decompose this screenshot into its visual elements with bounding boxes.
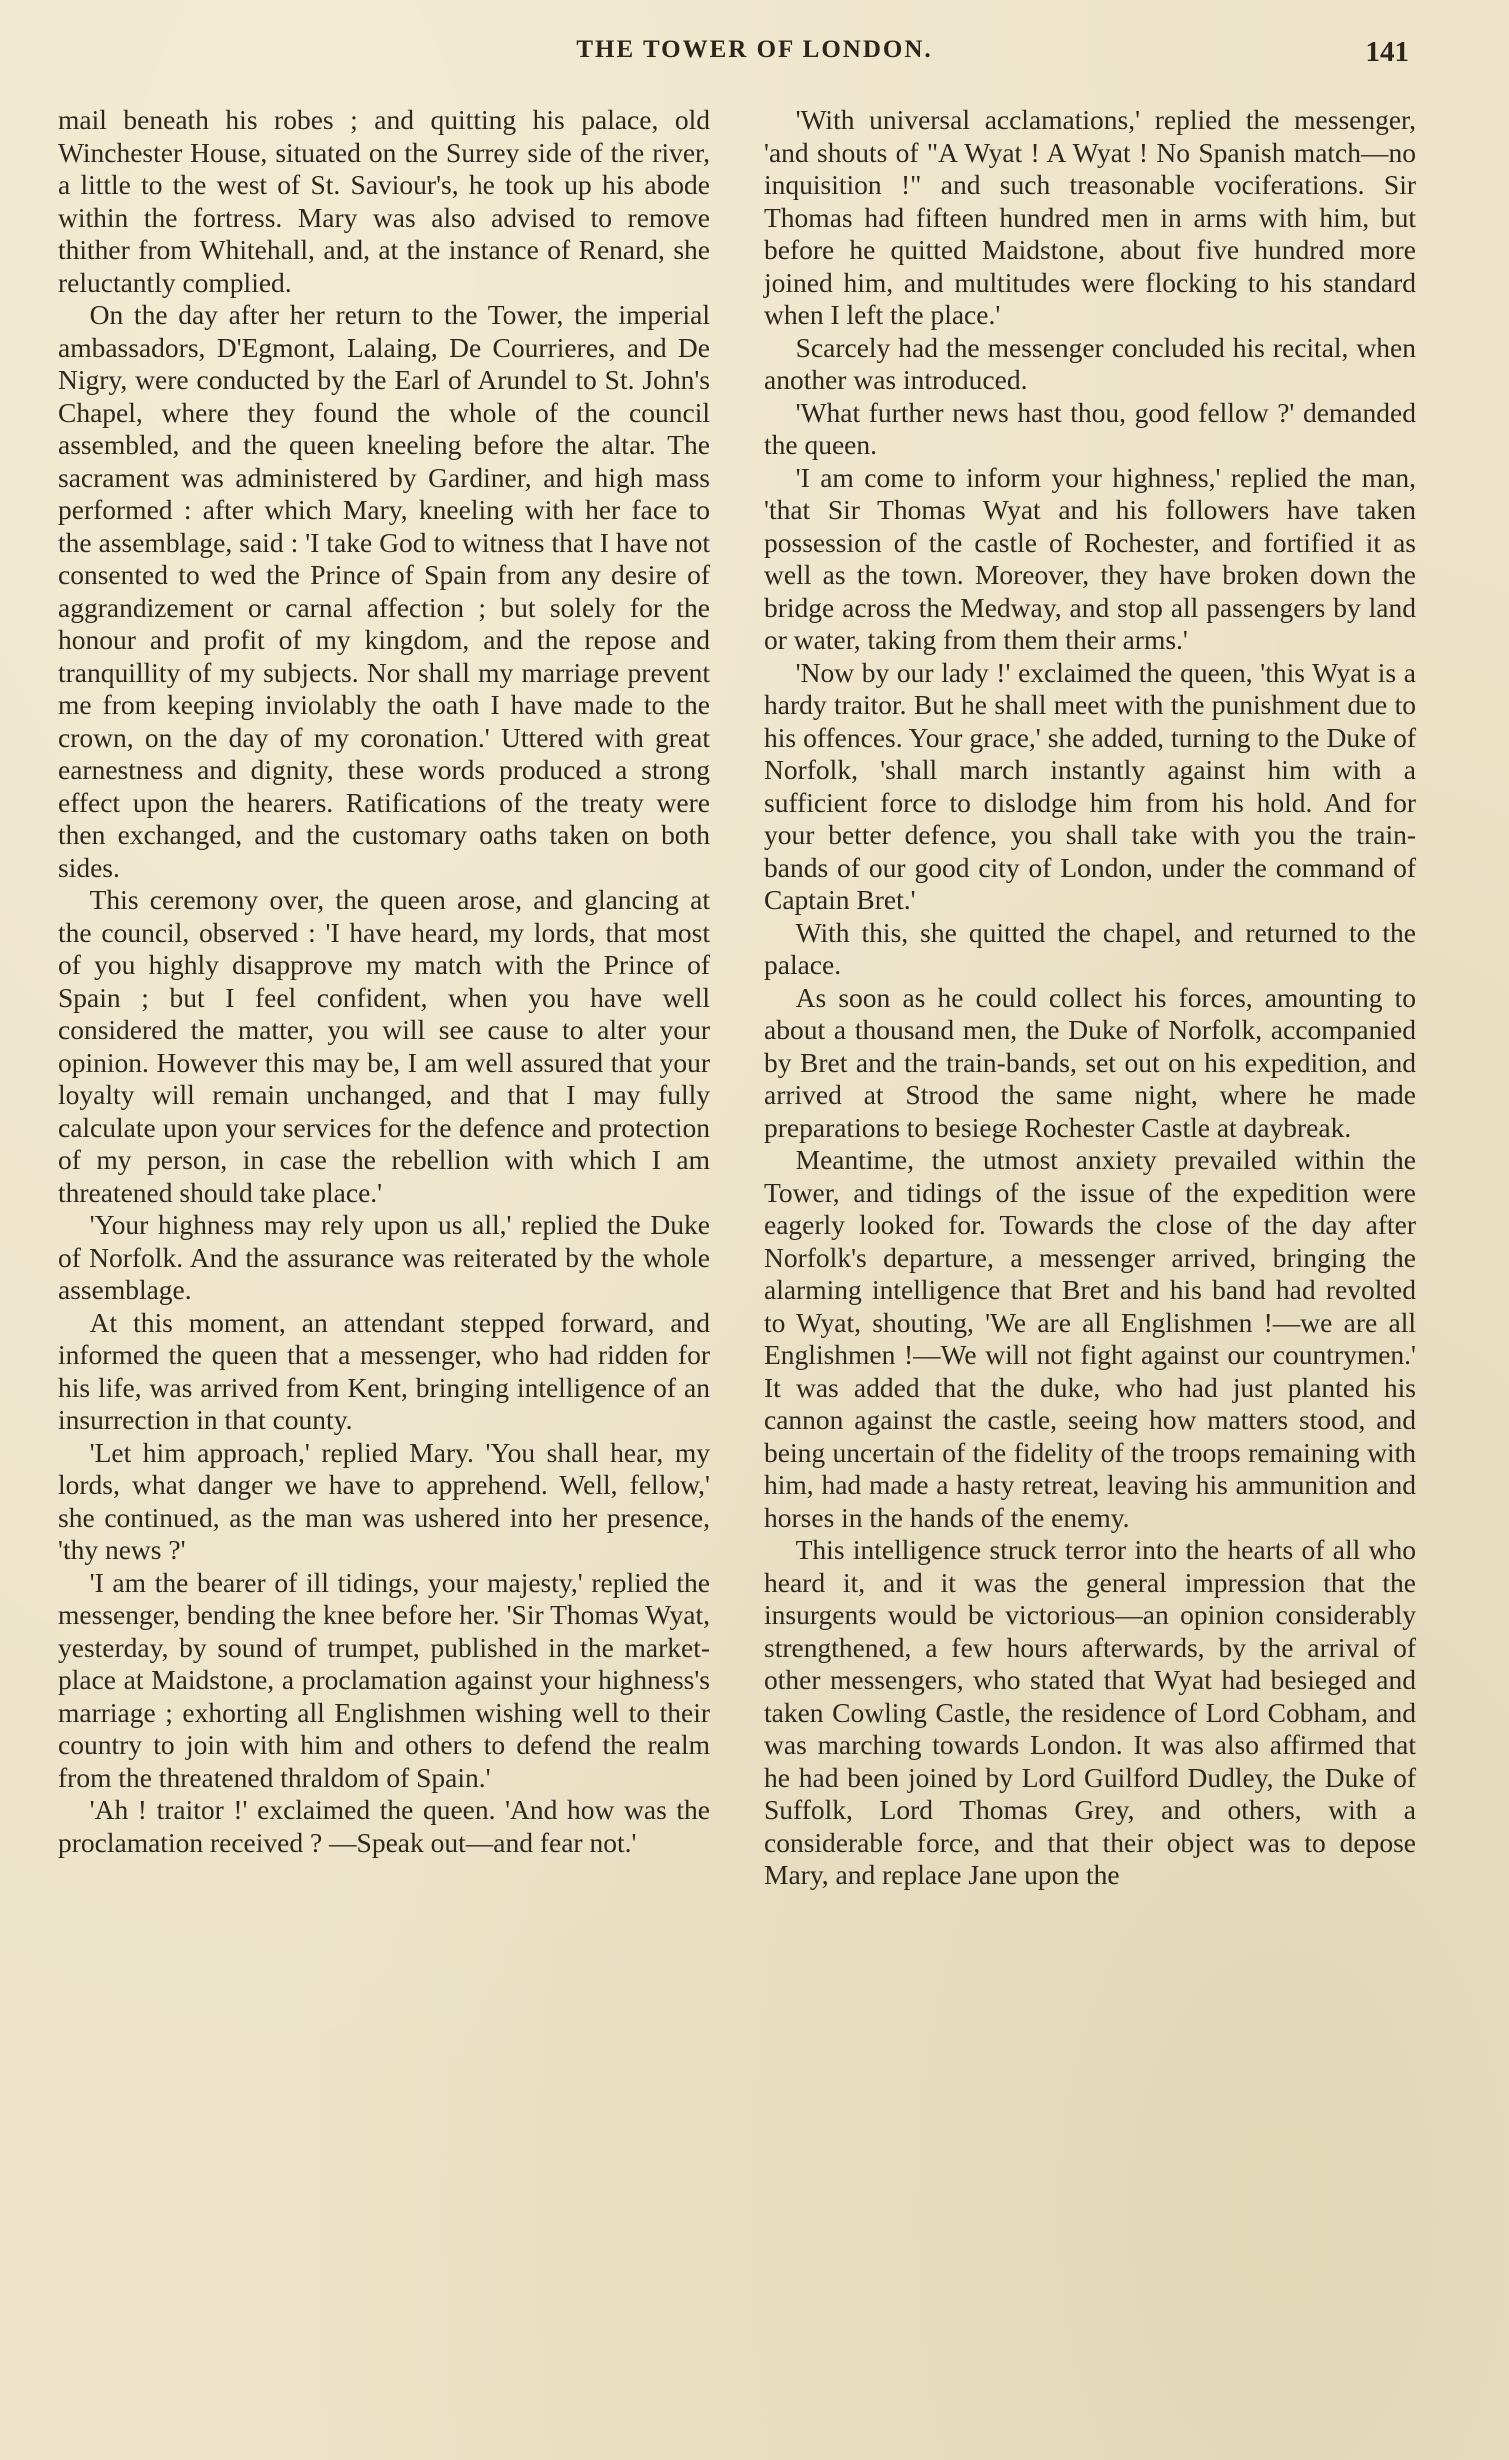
paragraph: mail beneath his robes ; and quitting his palace, old Winchester House, situated on the Surrey side of the river, a little to the west of St. Saviour's, he took up his abode within the fortress. Mary was also advised to remove thither from Whitehall, and, at the instance of Renard, she reluctantly complied. xyxy=(58,104,710,298)
paragraph: 'Ah ! traitor !' exclaimed the queen. 'And how was the proclamation received ? —Speak out—and fear not.' xyxy=(58,1794,710,1858)
paragraph: At this moment, an attendant stepped forward, and informed the queen that a messenger, who had ridden for his life, was arrived from Kent, bringing intelligence of an insurrection in that county. xyxy=(58,1306,710,1435)
page-header xyxy=(60,36,1449,76)
right-column xyxy=(764,104,1416,1892)
paragraph: 'With universal acclamations,' replied the messenger, 'and shouts of "A Wyat ! A Wyat ! No Spanish match—no inquisition !" and such treasonable vociferations. Sir Thomas had fifteen hundred men in arms with him, but before he quitted Maidstone, about five hundred more joined him, and multitudes were flocking to his standard when I left the place.' xyxy=(764,104,1416,330)
paragraph: On the day after her return to the Tower, the imperial ambassadors, D'Egmont, Lalaing, De Courrieres, and De Nigry, were conducted by the Earl of Arundel to St. John's Chapel, where they found the whole of the council assembled, and the queen kneeling before the altar. The sacrament was administered by Gardiner, and high mass performed : after which Mary, kneeling with her face to the assemblage, said : 'I take God to witness that I have not consented to wed the Prince of Spain from any desire of aggrandizement or carnal affection ; but solely for the honour and profit of my kingdom, and the repose and tranquillity of my subjects. Nor shall my marriage prevent me from keeping inviolably the oath I have made to the crown, on the day of my coronation.' Uttered with great earnestness and dignity, these words produced a strong effect upon the hearers. Ratifications of the treaty were then exchanged, and the customary oaths taken on both sides. xyxy=(58,299,710,883)
paragraph: As soon as he could collect his forces, amounting to about a thousand men, the Duke of Norfolk, accompanied by Bret and the train-bands, set out on his expedition, and arrived at Strood the same night, where he made preparations to besiege Rochester Castle at daybreak. xyxy=(764,981,1416,1143)
paragraph: With this, she quitted the chapel, and returned to the palace. xyxy=(764,916,1416,980)
paragraph: Meantime, the utmost anxiety prevailed within the Tower, and tidings of the issue of the expedition were eagerly looked for. Towards the close of the day after Norfolk's departure, a messenger arrived, bringing the alarming intelligence that Bret and his band had revolted to Wyat, shouting, 'We are all Englishmen !—we are all Englishmen !—We will not fight against our countrymen.' It was added that the duke, who had just planted his cannon against the castle, seeing how matters stood, and being uncertain of the fidelity of the troops remaining with him, had made a hasty retreat, leaving his ammunition and horses in the hands of the enemy. xyxy=(764,1144,1416,1533)
paragraph: 'Now by our lady !' exclaimed the queen, 'this Wyat is a hardy traitor. But he shall meet with the punishment due to his offences. Your grace,' she added, turning to the Duke of Norfolk, 'shall march instantly against him with a sufficient force to dislodge him from his hold. And for your better defence, you shall take with you the train-bands of our good city of London, under the command of Captain Bret.' xyxy=(764,656,1416,915)
page-number: 141 xyxy=(1365,36,1409,68)
paragraph: 'Let him approach,' replied Mary. 'You shall hear, my lords, what danger we have to apprehend. Well, fellow,' she continued, as the man was ushered into her presence, 'thy news ?' xyxy=(58,1436,710,1565)
running-title: THE TOWER OF LONDON. xyxy=(576,36,933,63)
left-column xyxy=(58,104,710,1859)
paragraph: 'I am the bearer of ill tidings, your majesty,' replied the messenger, bending the knee before her. 'Sir Thomas Wyat, yesterday, by sound of trumpet, published in the market-place at Maidstone, a proclamation against your highness's marriage ; exhorting all Englishmen wishing well to their country to join with him and others to defend the realm from the threatened thraldom of Spain.' xyxy=(58,1566,710,1793)
paragraph: 'What further news hast thou, good fellow ?' demanded the queen. xyxy=(764,396,1416,460)
paragraph: This intelligence struck terror into the hearts of all who heard it, and it was the general impression that the insurgents would be victorious—an opinion considerably strengthened, a few hours afterwards, by the arrival of other messengers, who stated that Wyat had besieged and taken Cowling Castle, the residence of Lord Cobham, and was marching towards London. It was also affirmed that he had been joined by Lord Guilford Dudley, the Duke of Suffolk, Lord Thomas Grey, and others, with a considerable force, and that their object was to depose Mary, and replace Jane upon the xyxy=(764,1534,1416,1890)
paragraph: 'Your highness may rely upon us all,' replied the Duke of Norfolk. And the assurance was reiterated by the whole assemblage. xyxy=(58,1209,710,1305)
paragraph: Scarcely had the messenger concluded his recital, when another was introduced. xyxy=(764,331,1416,395)
paragraph: This ceremony over, the queen arose, and glancing at the council, observed : 'I have heard, my lords, that most of you highly disapprove my match with the Prince of Spain ; but I feel confident, when you have well considered the matter, you will see cause to alter your opinion. However this may be, I am well assured that your loyalty will remain unchanged, and that I may fully calculate upon your services for the defence and protection of my person, in case the rebellion with which I am threatened should take place.' xyxy=(58,884,710,1208)
paragraph: 'I am come to inform your highness,' replied the man, 'that Sir Thomas Wyat and his followers have taken possession of the castle of Rochester, and fortified it as well as the town. Moreover, they have broken down the bridge across the Medway, and stop all passengers by land or water, taking from them their arms.' xyxy=(764,461,1416,655)
